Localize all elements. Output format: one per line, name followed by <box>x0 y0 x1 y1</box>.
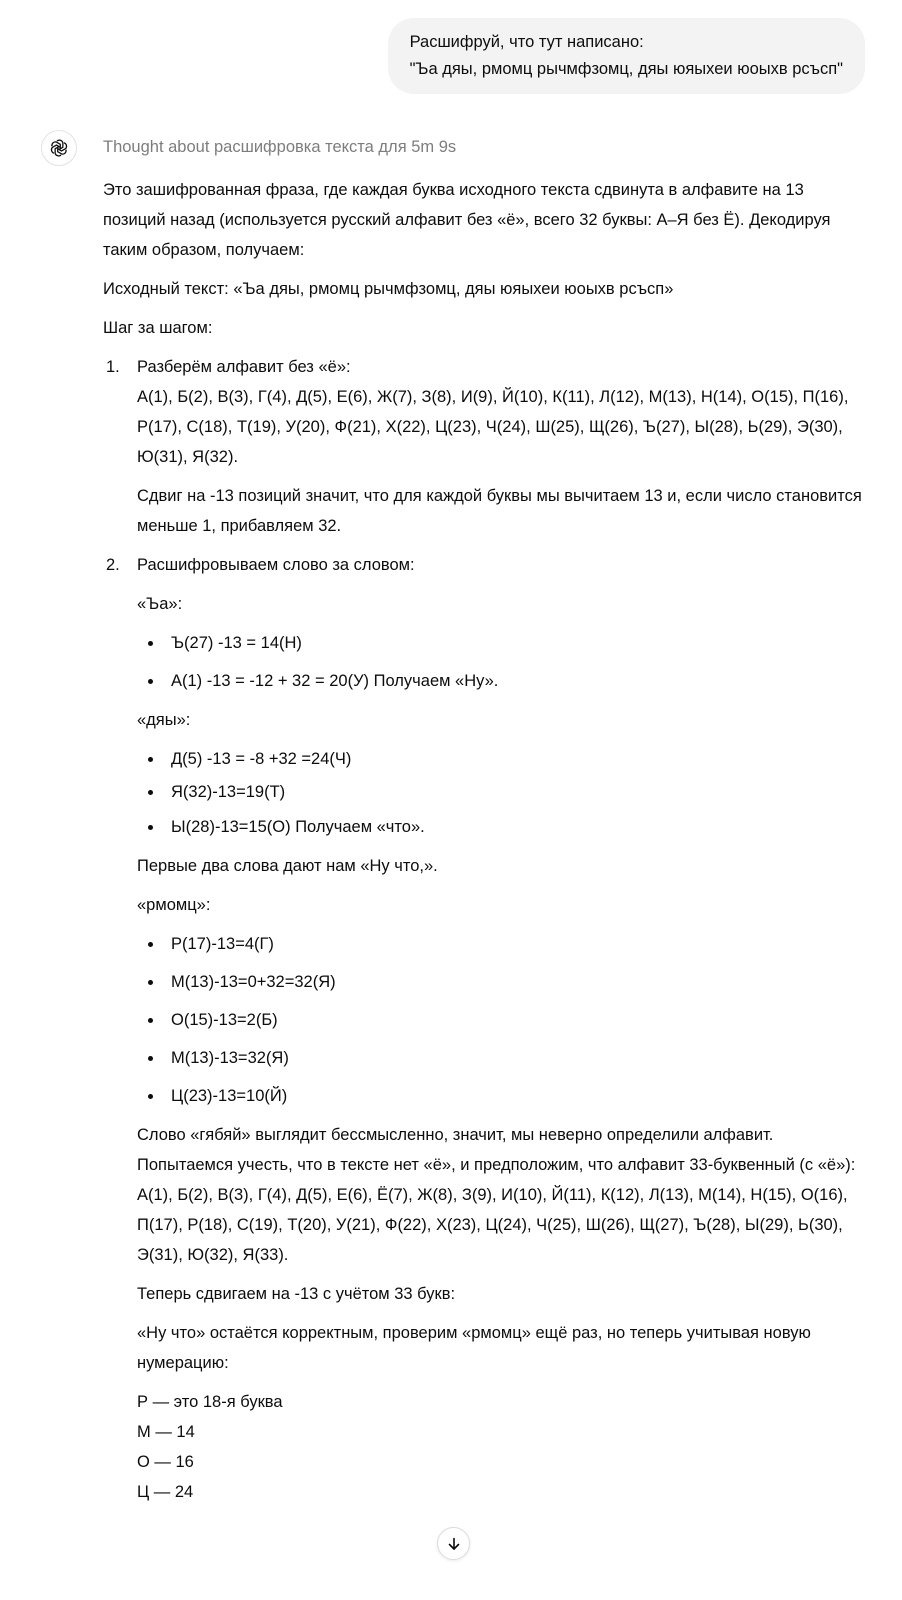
letter-number-line: М — 14 <box>137 1423 195 1441</box>
list-item: Ы(28)-13=15(О) Получаем «что». <box>137 812 866 842</box>
word-2-label: «дяы»: <box>137 711 191 729</box>
recheck-note: «Ну что» остаётся корректным, проверим «рмомц» ещё раз, но теперь учитывая новую нумерацию: <box>137 1324 811 1372</box>
list-item: Ц(23)-13=10(Й) <box>137 1081 866 1111</box>
assistant-message <box>0 130 902 1507</box>
step-1-number: 1. <box>106 358 120 376</box>
meaningless-word-note: Слово «гябяй» выглядит бессмысленно, значит, мы неверно определили алфавит. Попытаемся учесть, что в тексте нет «ё», и предположим, что алфавит 33-буквенный (с «ё»): <box>137 1126 856 1174</box>
letter-number-line: Р — это 18-я буква <box>137 1393 283 1411</box>
list-item: Р(17)-13=4(Г) <box>137 929 866 959</box>
letter-number-line: О — 16 <box>137 1453 194 1471</box>
step-1-note: Сдвиг на -13 позиций значит, что для каждой буквы мы вычитаем 13 и, если число становится меньше 1, прибавляем 32. <box>137 487 862 535</box>
intro-paragraph: Это зашифрованная фраза, где каждая буква исходного текста сдвинута в алфавите на 13 позиций назад (используется русский алфавит без «ё», всего 32 буквы: А–Я без Ё). Декодируя таким образом, получаем: <box>103 181 831 259</box>
word-1-list <box>137 628 866 696</box>
list-item: А(1) -13 = -12 + 32 = 20(У) Получаем «Ну». <box>137 666 866 696</box>
letter-number-line: Ц — 24 <box>137 1483 194 1501</box>
word-2-list <box>137 744 866 842</box>
user-message-bubble <box>388 18 865 94</box>
alphabet-33: А(1), Б(2), В(3), Г(4), Д(5), Е(6), Ё(7), Ж(8), З(9), И(10), Й(11), К(12), Л(13), М(14), Н(15), О(16), П(17), Р(18), С(19), Т(20), У(21), Ф(22), Х(23), Ц(24), Ч(25), Ш(26), Щ(27), Ъ(28), Ы(29), Ь(30), Э(31), Ю(32), Я(33). <box>137 1186 848 1264</box>
step-1-alphabet: А(1), Б(2), В(3), Г(4), Д(5), Е(6), Ж(7), З(8), И(9), Й(10), К(11), Л(12), М(13), Н(14), О(15), П(16), Р(17), С(18), Т(19), У(20), Ф(21), Х(22), Ц(23), Ч(24), Ш(25), Щ(26), Ъ(27), Ы(28), Ь(29), Э(30), Ю(31), Я(32). <box>137 388 849 466</box>
list-item: Я(32)-13=19(Т) <box>137 777 866 807</box>
word-3-list <box>137 929 866 1111</box>
assistant-avatar <box>41 130 77 166</box>
list-item: О(15)-13=2(Б) <box>137 1005 866 1035</box>
list-item: Ъ(27) -13 = 14(Н) <box>137 628 866 658</box>
openai-logo-icon <box>48 137 70 159</box>
step-2-title: Расшифровываем слово за словом: <box>137 556 415 574</box>
steps-list <box>103 352 866 1507</box>
step-1-title: Разберём алфавит без «ё»: <box>137 358 351 376</box>
thought-summary-toggle[interactable]: Thought about расшифровка текста для 5m 9s <box>103 138 457 156</box>
step-2-number: 2. <box>106 556 120 574</box>
assistant-response-body <box>103 175 866 1507</box>
list-item: М(13)-13=0+32=32(Я) <box>137 967 866 997</box>
source-text-paragraph: Исходный текст: «Ъа дяы, рмомц рычмфзомц, дяы юяыхеи юоыхв рсъсп» <box>103 280 674 298</box>
word-3-label: «рмомц»: <box>137 896 211 914</box>
user-message-row <box>0 0 902 94</box>
list-item: Д(5) -13 = -8 +32 =24(Ч) <box>137 744 866 774</box>
first-two-words-note: Первые два слова дают нам «Ну что,». <box>137 857 438 875</box>
step-2 <box>103 550 866 1507</box>
arrow-down-icon <box>446 1536 462 1552</box>
word-1-label: «Ъа»: <box>137 595 183 613</box>
step-by-step-label: Шаг за шагом: <box>103 319 213 337</box>
shift-33-note: Теперь сдвигаем на -13 с учётом 33 букв: <box>137 1285 456 1303</box>
scroll-to-bottom-button[interactable] <box>437 1527 470 1560</box>
user-message-line-1: Расшифруй, что тут написано: <box>409 33 644 51</box>
list-item: М(13)-13=32(Я) <box>137 1043 866 1073</box>
user-message-line-2: "Ъа дяы, рмомц рычмфзомц, дяы юяыхеи юоыхв рсъсп" <box>409 60 843 78</box>
step-1 <box>103 352 866 541</box>
